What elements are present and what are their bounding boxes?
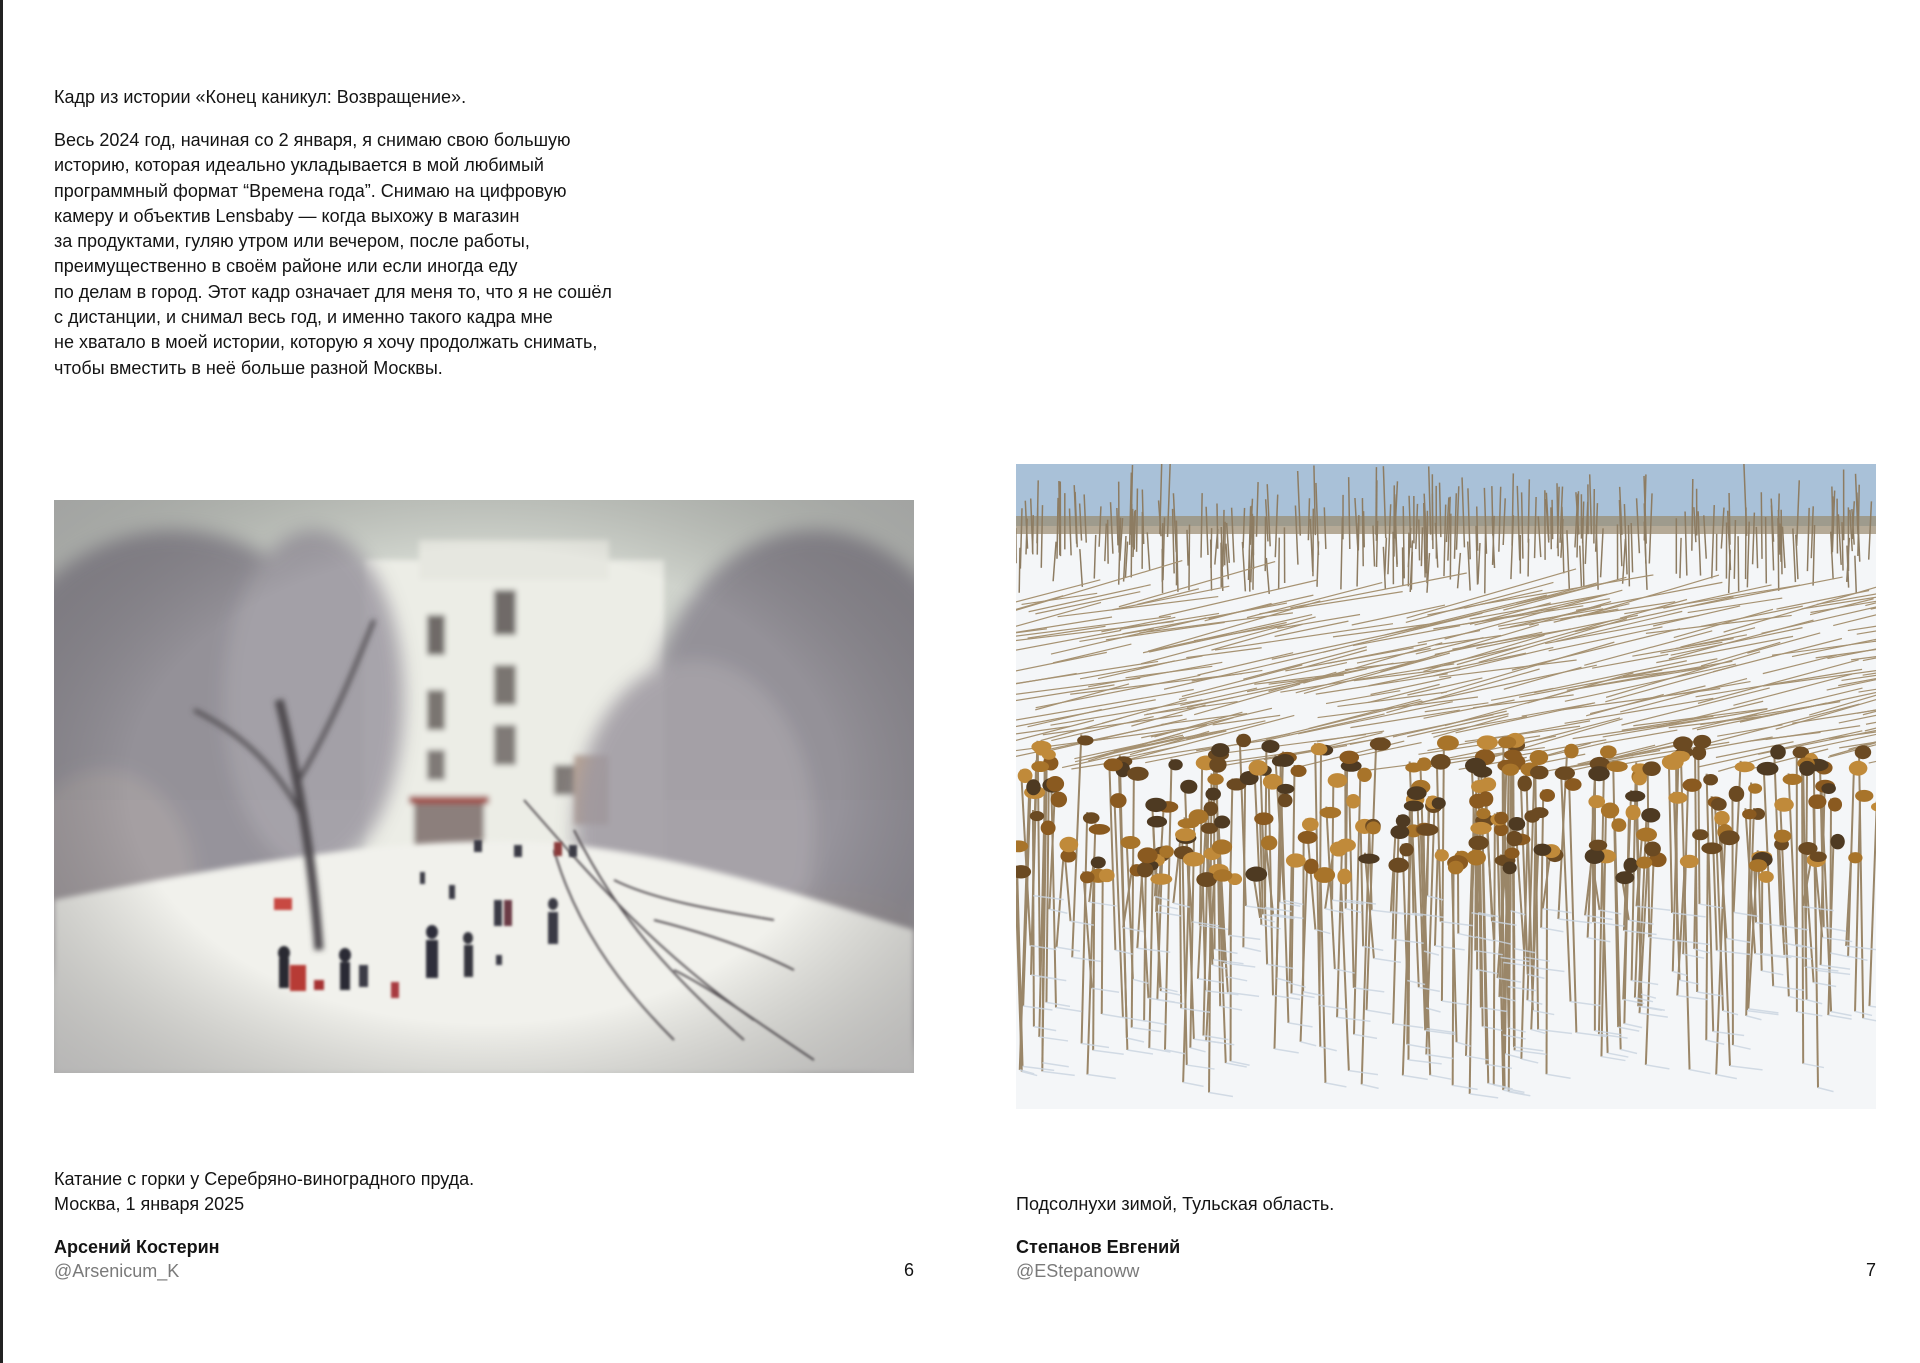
author-name: Арсений Костерин <box>54 1237 220 1257</box>
intro-line: за продуктами, гуляю утром или вечером, после работы, <box>54 231 530 252</box>
left-photo-caption <box>54 1167 474 1217</box>
intro-line: историю, которая идеально укладывается в мой любимый <box>54 155 544 176</box>
right-author <box>1016 1236 1180 1282</box>
page-number-left: 6 <box>903 1260 914 1280</box>
intro-line: чтобы вместить в неё больше разной Москвы. <box>54 357 443 378</box>
photo-sunflower-field <box>1016 464 1876 1109</box>
page-edge <box>0 0 3 1363</box>
intro-line: Весь 2024 год, начиная со 2 января, я снимаю свою большую <box>54 130 571 150</box>
author-handle: @EStepanoww <box>1016 1261 1140 1281</box>
caption-line: Подсолнухи зимой, Тульская область. <box>1016 1194 1335 1214</box>
left-author <box>54 1236 220 1282</box>
intro-line: по делам в город. Этот кадр означает для меня то, что я не сошёл <box>54 281 612 302</box>
photo-sledding-hill <box>54 500 914 1073</box>
author-name: Степанов Евгений <box>1016 1237 1181 1257</box>
intro-text-block <box>54 84 714 381</box>
page-number-right: 7 <box>1865 1260 1876 1280</box>
intro-line: преимущественно в своём районе или если иногда еду <box>54 256 518 277</box>
author-handle: @Arsenicum_K <box>54 1261 180 1281</box>
intro-line: с дистанции, и снимал весь год, и именно такого кадра мне <box>54 307 553 328</box>
caption-line: Катание с горки у Серебряно-виноградного пруда. <box>54 1169 475 1189</box>
intro-line: программный формат “Времена года”. Снимаю на цифровую <box>54 180 567 201</box>
intro-title: Кадр из истории «Конец каникул: Возвращение». <box>54 87 467 107</box>
intro-body <box>54 128 714 381</box>
right-photo-caption <box>1016 1192 1334 1217</box>
intro-line: камеру и объектив Lensbaby — когда выхожу в магазин <box>54 205 520 226</box>
intro-line: не хватало в моей истории, которую я хочу продолжать снимать, <box>54 332 598 353</box>
caption-line: Москва, 1 января 2025 <box>54 1194 245 1214</box>
